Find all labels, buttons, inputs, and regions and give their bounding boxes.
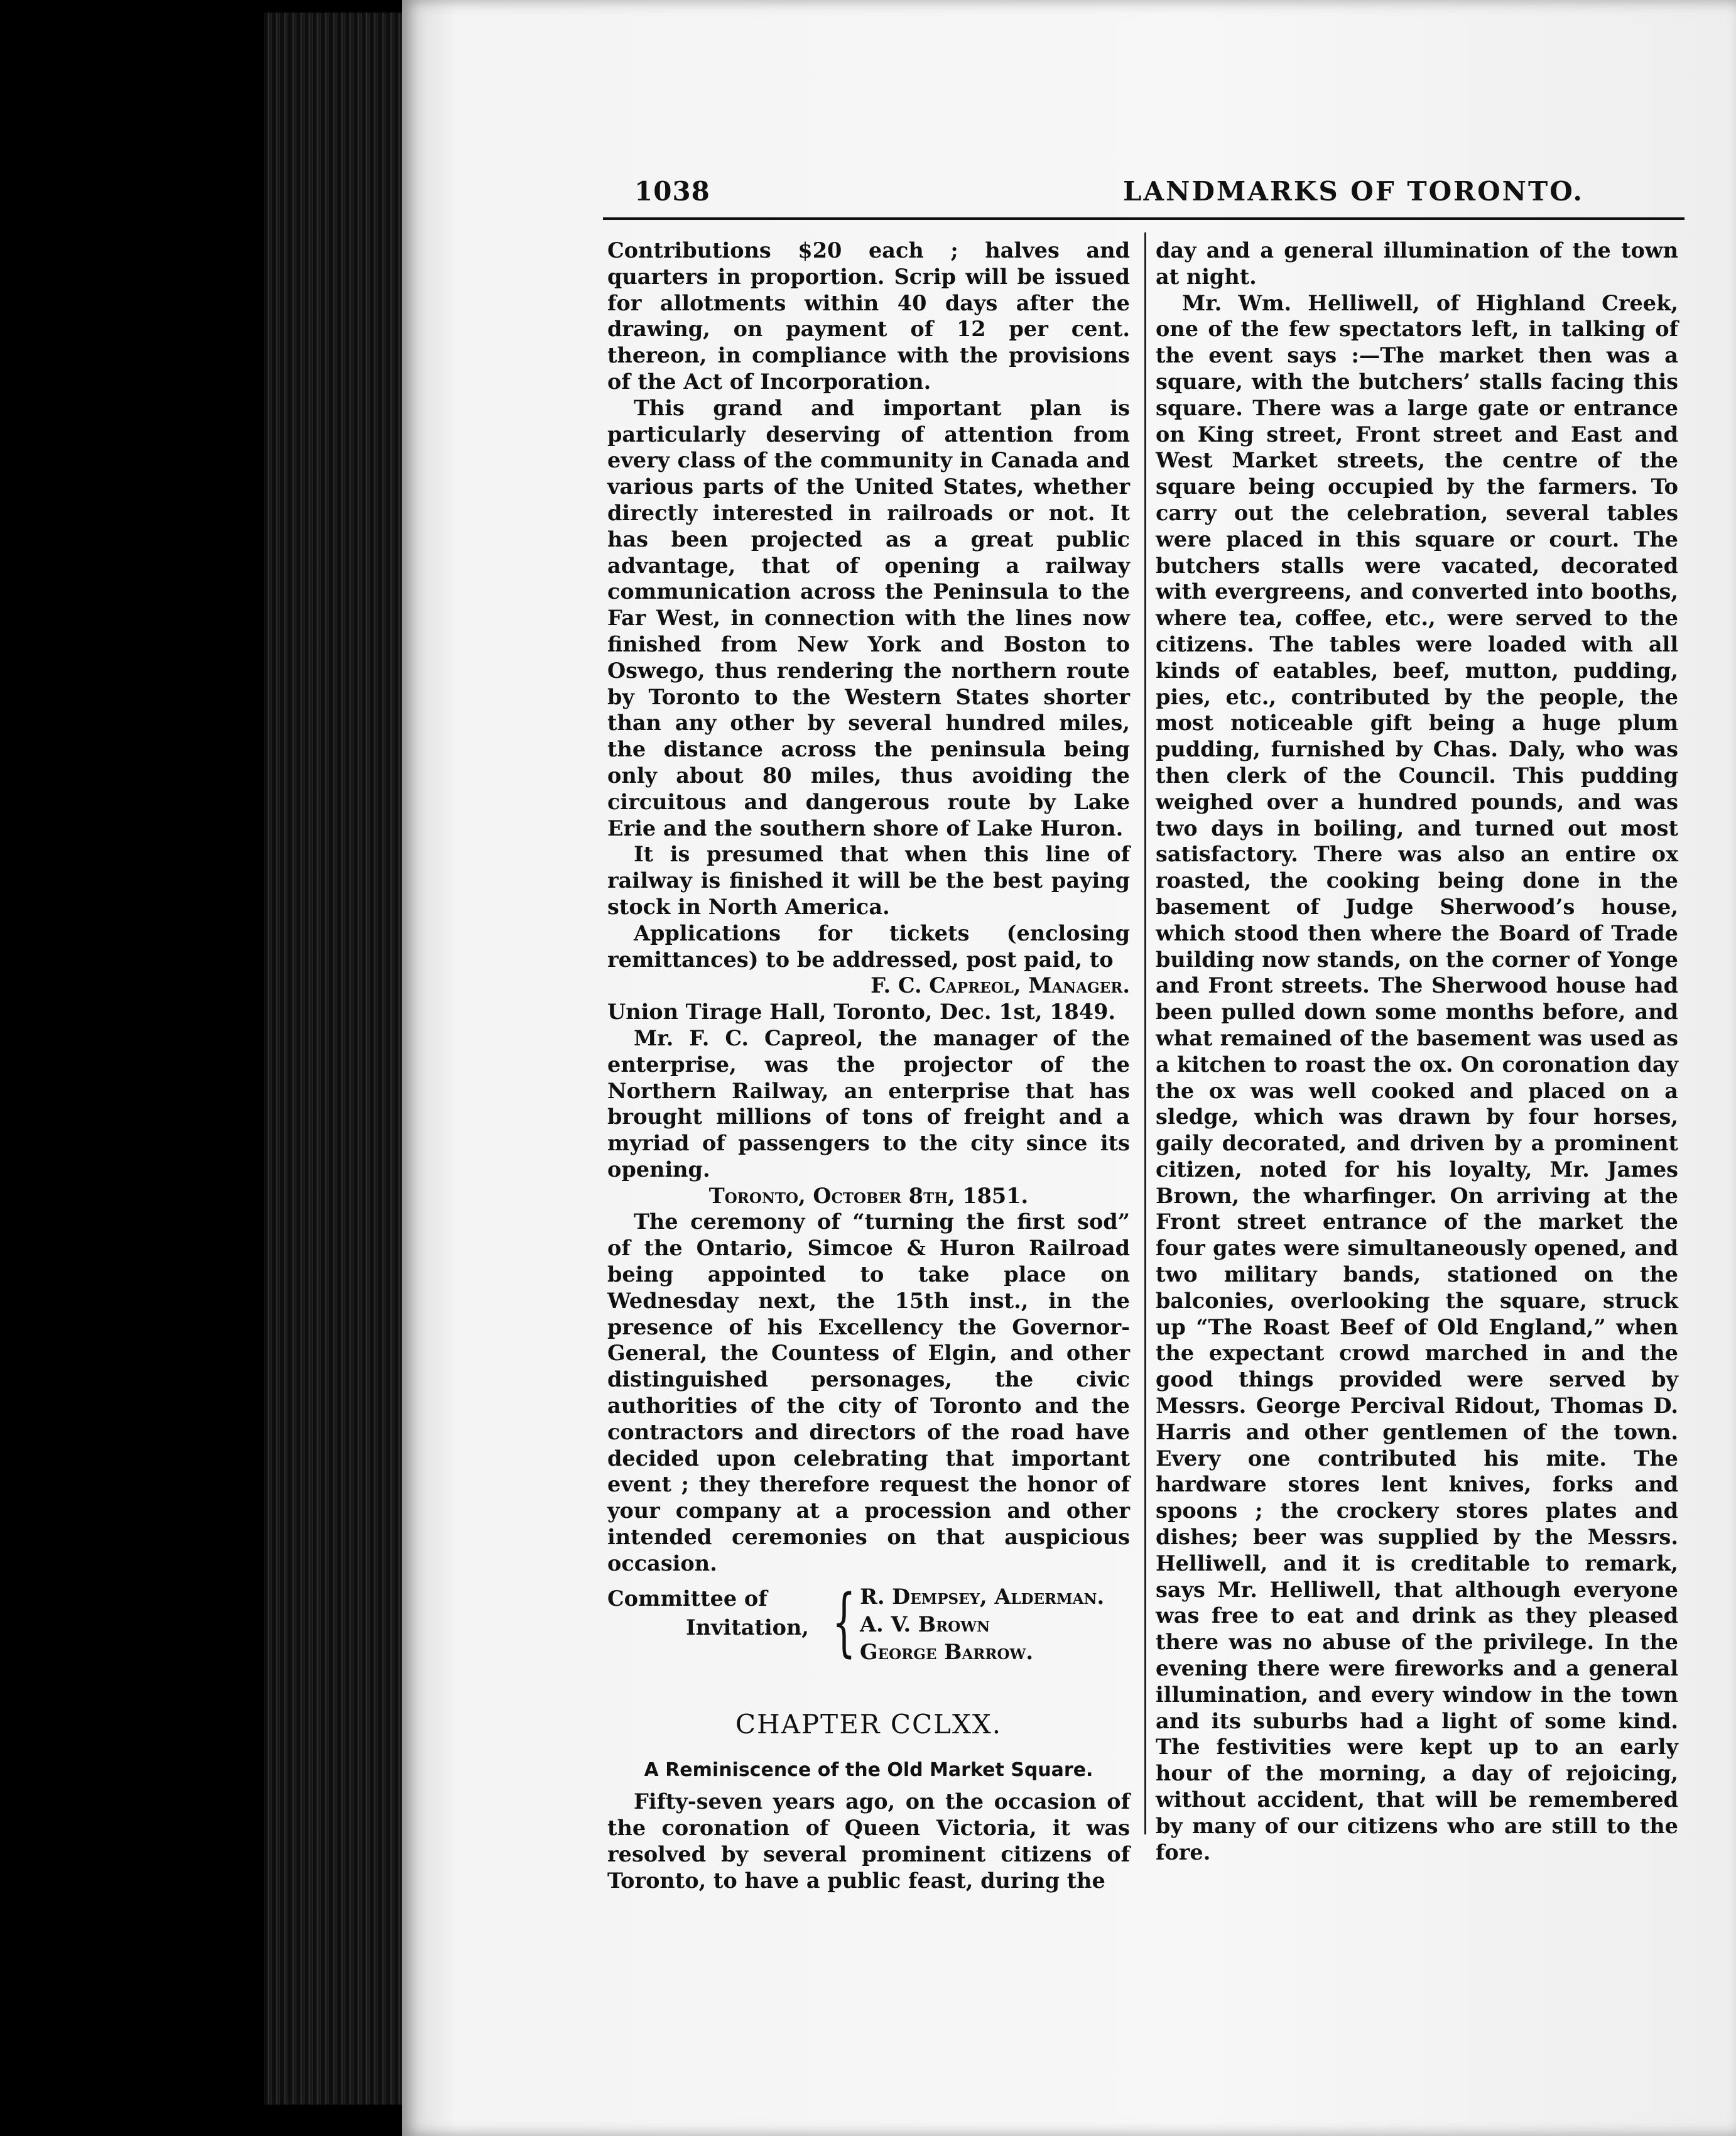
page-number: 1038: [634, 176, 710, 207]
paragraph: Mr. Wm. Helliwell, of Highland Creek, one of the few spectators left, in talking of the event says :—The market then was a square, with the butchers’ stalls facing this square. There was a large gate or entrance on King street, Front street and East and West Market streets, the centre of the square being occupied by the farmers. To carry out the celebration, several tables were placed in this square or court. The butchers stalls were vacated, decorated with evergreens, and converted into booths, where tea, coffee, etc., were served to the citizens. The tables were loaded with all kinds of eatables, beef, mutton, pudding, pies, etc., contributed by the people, the most noticeable gift being a huge plum pudding, furnished by Chas. Daly, who was then clerk of the Council. This pudding weighed over a hundred pounds, and was two days in boiling, and turned out most satisfactory. There was also an entire ox roasted, the cooking being done in the basement of Judge Sherwood’s house, which stood then where the Board of Trade building now stands, on the corner of Yonge and Front streets. The Sherwood house had been pulled down some months before, and what remained of the basement was used as a kitchen to roast the ox. On coronation day the ox was well cooked and placed on a sledge, which was drawn by four horses, gaily decorated, and driven by a prominent citizen, noted for his loyalty, Mr. James Brown, the wharfinger. On arriving at the Front street entrance of the market the four gates were simultaneously opened, and two military bands, stationed on the balconies, overlooking the square, struck up “The Roast Beef of Old England,” when the expectant crowd marched in and the good things provided were served by Messrs. George Percival Ridout, Thomas D. Harris and other gentlemen of the town. Every one contributed his mite. The hardware stores lent knives, forks and spoons ; the crockery stores plates and dishes; beer was supplied by the Messrs. Helliwell, and it is creditable to remark, says Mr. Helliwell, that although everyone was free to eat and drink as they pleased there was no abuse of the privilege. In the evening there were fireworks and a general illumination, and every window in the town and its suburbs had a light of some kind. The festivities were kept up to an early hour of the morning, a day of rejoicing, without accident, that will be remembered by many of our citizens who are still to the fore.: [1156, 290, 1678, 1865]
right-column: [1156, 237, 1678, 1865]
paragraph: Mr. F. C. Capreol, the manager of the enterprise, was the projector of the Northern Railway, an enterprise that has brought millions of tons of freight and a myriad of passengers to the city since its opening.: [607, 1025, 1130, 1182]
paragraph: Applications for tickets (enclosing remittances) to be addressed, post paid, to: [607, 920, 1130, 972]
committee-name: George Barrow.: [860, 1639, 1034, 1664]
committee-names: [860, 1583, 1104, 1666]
running-title: LANDMARKS OF TORONTO.: [1122, 176, 1585, 207]
paragraph: It is presumed that when this line of railway is finished it will be the best paying stock in North America.: [607, 842, 1130, 919]
page-header: [634, 176, 1736, 220]
book-page-edges: [264, 13, 408, 2105]
paragraph: This grand and important plan is particularly deserving of attention from every class of the community in Canada and various parts of the United States, whether directly interested in railroads or not. It has been projected as a great public advantage, that of opening a railway communication across the Peninsula to the Far West, in connection with the lines now finished from New York and Boston to Oswego, thus rendering the northern route by Toronto to the Western States shorter than any other by several hundred miles, the distance across the peninsula being only about 80 miles, thus avoiding the circuitous and dangerous route by Lake Erie and the southern shore of Lake Huron.: [607, 395, 1130, 841]
left-column: [607, 237, 1130, 1894]
chapter-subtitle: A Reminiscence of the Old Market Square.: [644, 1759, 1093, 1782]
paragraph: Contributions $20 each ; halves and quarters in proportion. Scrip will be issued for allotments within 40 days after the drawing, on payment of 12 per cent. thereon, in compliance with the provisions of the Act of Incorporation.: [607, 238, 1130, 394]
signature: F. C. Capreol, Manager.: [871, 973, 1130, 998]
column-divider: [1144, 232, 1146, 1834]
header-rule: [603, 217, 1684, 220]
paragraph: Fifty-seven years ago, on the occasion of the coronation of Queen Victoria, it was resolved by several prominent citizens of Toronto, to have a public feast, during the: [607, 1789, 1130, 1893]
chapter-heading: CHAPTER CCLXX.: [735, 1708, 1002, 1740]
committee-label: Invitation,: [686, 1615, 809, 1640]
committee-block: [607, 1577, 1130, 1671]
dateline: Union Tirage Hall, Toronto, Dec. 1st, 1849.: [607, 1000, 1116, 1025]
paragraph: The ceremony of “turning the first sod” of the Ontario, Simcoe & Huron Railroad being appointed to take place on Wednesday next, the 15th inst., in the presence of his Excellency the Governor-General, the Countess of Elgin, and other distinguished personages, the civic authorities of the city of Toronto and the contractors and directors of the road have decided upon celebrating that important event ; they therefore request the honor of your company at a procession and other intended ceremonies on that auspicious occasion.: [607, 1209, 1130, 1576]
committee-label: Committee of: [607, 1586, 768, 1611]
book-page: [402, 0, 1736, 2136]
dateline: Toronto, October 8th, 1851.: [708, 1183, 1029, 1208]
committee-name: A. V. Brown: [860, 1611, 990, 1637]
committee-name: R. Dempsey, Alderman.: [860, 1584, 1105, 1609]
brace-glyph: {: [832, 1577, 856, 1665]
paragraph: day and a general illumination of the town at night.: [1156, 238, 1678, 289]
